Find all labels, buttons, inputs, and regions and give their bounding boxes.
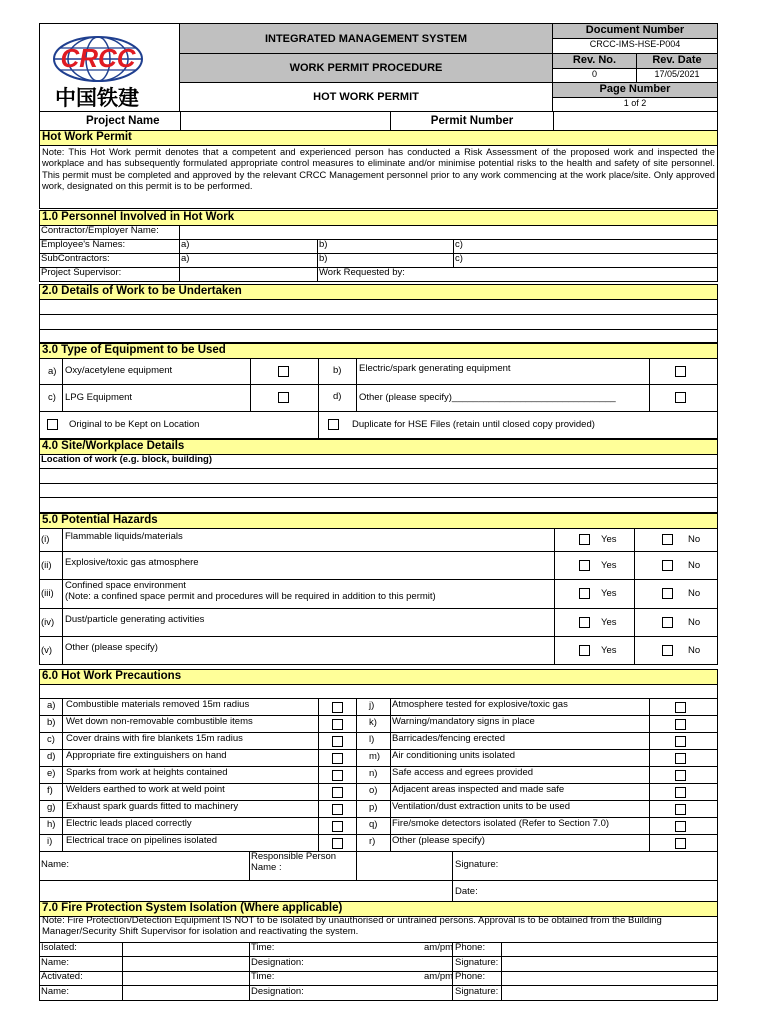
hazard-label: Other (please specify) — [65, 641, 158, 653]
supervisor-row — [39, 267, 718, 282]
isolation-field[interactable] — [122, 971, 249, 985]
hazard-no-checkbox[interactable] — [662, 534, 673, 545]
isolation-field[interactable] — [122, 986, 249, 1000]
title-ims: INTEGRATED MANAGEMENT SYSTEM — [179, 23, 553, 54]
precautions-spacer — [39, 684, 718, 699]
hazard-row: (i) Flammable liquids/materials Yes No — [39, 528, 718, 552]
section-1-title: 1.0 Personnel Involved in Hot Work — [39, 210, 718, 226]
precaution-checkbox[interactable] — [332, 838, 343, 849]
hazard-no-checkbox[interactable] — [662, 645, 673, 656]
no-label: No — [688, 559, 701, 571]
copy-row — [39, 411, 718, 439]
precaution-row: c) Cover drains with fire blankets 15m radius l) Barricades/fencing erected — [39, 732, 718, 750]
subcontractors-row — [39, 253, 718, 268]
precaution-row: g) Exhaust spark guards fitted to machinery p) Ventilation/dust extraction units to be used — [39, 800, 718, 818]
name-label: Name: — [41, 859, 69, 870]
employee-a-field[interactable]: a) — [179, 239, 317, 253]
precaution-row: a) Combustible materials removed 15m radius j) Atmosphere tested for explosive/toxic gas — [39, 698, 718, 716]
signature-label: Signature: — [455, 859, 499, 870]
precaution-checkbox[interactable] — [332, 736, 343, 747]
hazard-no-checkbox[interactable] — [662, 560, 673, 571]
work-requested-field[interactable]: Work Requested by: — [317, 267, 717, 281]
precaution-label: Electric leads placed correctly — [66, 818, 192, 829]
supervisor-label: Project Supervisor: — [41, 267, 122, 278]
employee-b-field[interactable]: b) — [317, 239, 453, 253]
isolation-row: Name: Designation: Signature: — [39, 957, 718, 972]
precaution-checkbox[interactable] — [675, 804, 686, 815]
employee-c-field[interactable]: c) — [453, 239, 717, 253]
precaution-checkbox[interactable] — [332, 719, 343, 730]
title-procedure: WORK PERMIT PROCEDURE — [179, 53, 553, 83]
hazard-note: (Note: a confined space permit and procedures will be required in addition to this permit) — [65, 591, 436, 602]
equipment-oxy-label: Oxy/acetylene equipment — [65, 365, 173, 376]
no-label: No — [688, 644, 701, 656]
precaution-checkbox[interactable] — [675, 753, 686, 764]
supervisor-field[interactable] — [179, 267, 317, 281]
date-label: Date: — [455, 886, 478, 897]
equipment-oxy-checkbox[interactable] — [278, 366, 289, 377]
precaution-label: Ventilation/dust extraction units to be used — [392, 801, 570, 812]
precaution-label: Atmosphere tested for explosive/toxic gas — [392, 699, 568, 710]
hazard-no-checkbox[interactable] — [662, 617, 673, 628]
precaution-label: Fire/smoke detectors isolated (Refer to Section 7.0) — [392, 818, 610, 829]
section-3-title: 3.0 Type of Equipment to be Used — [39, 343, 718, 359]
hazard-label: Explosive/toxic gas atmosphere — [65, 556, 199, 568]
title-hot-work: HOT WORK PERMIT — [179, 82, 553, 112]
hazard-row: (v) Other (please specify) Yes No — [39, 636, 718, 665]
precaution-checkbox[interactable] — [332, 821, 343, 832]
hazard-yes-checkbox[interactable] — [579, 617, 590, 628]
precaution-checkbox[interactable] — [332, 787, 343, 798]
duplicate-copy-label: Duplicate for HSE Files (retain until closed copy provided) — [352, 419, 595, 430]
precaution-label: Electrical trace on pipelines isolated — [66, 835, 218, 846]
rev-no-label: Rev. No. — [552, 53, 637, 69]
no-label: No — [688, 588, 701, 599]
precaution-checkbox[interactable] — [675, 719, 686, 730]
contractor-label: Contractor/Employer Name: — [41, 225, 159, 236]
hazard-label: Dust/particle generating activities — [65, 613, 205, 625]
original-copy-label: Original to be Kept on Location — [69, 419, 200, 430]
no-label: No — [688, 534, 701, 545]
precaution-checkbox[interactable] — [332, 804, 343, 815]
yes-label: Yes — [601, 644, 617, 656]
precaution-checkbox[interactable] — [332, 702, 343, 713]
rev-no: 0 — [552, 68, 637, 83]
hazard-label: Confined space environment — [65, 580, 186, 591]
precaution-row: b) Wet down non-removable combustible items k) Warning/mandatory signs in place — [39, 715, 718, 733]
hazard-row: (iv) Dust/particle generating activities Yes No — [39, 608, 718, 637]
work-details-line[interactable] — [39, 299, 718, 315]
precaution-label: Cover drains with fire blankets 15m radius — [66, 733, 243, 744]
crcc-logo — [40, 24, 179, 111]
section-2-title: 2.0 Details of Work to be Undertaken — [39, 284, 718, 300]
rev-date: 17/05/2021 — [636, 68, 718, 83]
original-copy-checkbox[interactable] — [47, 419, 58, 430]
yes-label: Yes — [601, 559, 617, 571]
work-details-line[interactable] — [39, 314, 718, 330]
employees-row — [39, 239, 718, 254]
location-row[interactable] — [39, 454, 718, 469]
precaution-label: Welders earthed to work at weld point — [66, 784, 225, 795]
hot-work-permit-title: Hot Work Permit — [39, 130, 718, 146]
precaution-checkbox[interactable] — [675, 821, 686, 832]
location-line[interactable] — [39, 483, 718, 498]
precaution-label: Air conditioning units isolated — [392, 750, 516, 761]
intro-note: Note: This Hot Work permit denotes that a competent and experienced person has conducted a Risk Assessment of the proposed work and inspected the workplace and has subsequently formulated appropriate control measures to eliminate and/or minimise potential risks to the health and safety of site personnel. This permit must be completed and approved by the relevant CRCC Management personnel prior to any work commencing at the work place/site. Only approved work, designated on this permit is to be performed. — [39, 145, 718, 209]
precaution-label: Combustible materials removed 15m radius — [66, 699, 250, 710]
duplicate-copy-checkbox[interactable] — [328, 419, 339, 430]
isolation-row: Isolated: Time: am/pm Phone: — [39, 942, 718, 957]
isolation-row: Name: Designation: Signature: — [39, 986, 718, 1001]
precaution-checkbox[interactable] — [332, 770, 343, 781]
responsible-field[interactable] — [356, 851, 452, 880]
precaution-checkbox[interactable] — [675, 838, 686, 849]
precaution-label: Appropriate fire extinguishers on hand — [66, 750, 227, 761]
doc-number: CRCC-IMS-HSE-P004 — [552, 38, 718, 54]
equipment-other-checkbox[interactable] — [675, 392, 686, 403]
subcontractor-c-field[interactable]: c) — [453, 253, 717, 267]
isolation-field[interactable] — [122, 957, 249, 971]
responsible-label: Responsible Person Name : — [251, 851, 337, 873]
isolation-value-field[interactable] — [501, 986, 717, 1000]
rev-date-label: Rev. Date — [636, 53, 718, 69]
svg-text:CRCC: CRCC — [60, 43, 136, 73]
fire-protection-note: Note: Fire Protection/Detection Equipment IS NOT to be isolated by unauthorised or untrained persons. Approval is to be obtained from the Building Manager/Security Shift Supervisor for isolation and reactivating the system. — [39, 916, 718, 943]
svg-text:中国铁建: 中国铁建 — [55, 86, 139, 110]
doc-number-label: Document Number — [552, 23, 718, 39]
hazard-yes-checkbox[interactable] — [579, 534, 590, 545]
yes-label: Yes — [601, 616, 617, 628]
isolation-value-field[interactable] — [501, 942, 717, 956]
logo-box — [39, 23, 180, 112]
equipment-other-label: Other (please specify)_______________________________ — [359, 392, 616, 403]
precaution-row: i) Electrical trace on pipelines isolated r) Other (please specify) — [39, 834, 718, 852]
section-4-title: 4.0 Site/Workplace Details — [39, 439, 718, 455]
section-5-title: 5.0 Potential Hazards — [39, 513, 718, 529]
project-row — [39, 111, 718, 131]
name-field[interactable] — [86, 851, 249, 880]
equipment-electric-checkbox[interactable] — [675, 366, 686, 377]
contractor-field[interactable] — [179, 225, 717, 239]
project-name-label: Project Name — [86, 115, 160, 127]
equipment-row: a) Oxy/acetylene equipment b) Electric/spark generating equipment — [39, 358, 718, 385]
precaution-label: Wet down non-removable combustible items — [66, 716, 253, 727]
subcontractor-a-field[interactable]: a) — [179, 253, 317, 267]
project-name-field[interactable] — [180, 112, 390, 130]
hazard-yes-checkbox[interactable] — [579, 560, 590, 571]
precaution-checkbox[interactable] — [675, 736, 686, 747]
precaution-checkbox[interactable] — [675, 770, 686, 781]
hazard-label: Flammable liquids/materials — [65, 531, 183, 542]
permit-number-label: Permit Number — [390, 112, 554, 130]
equipment-lpg-label: LPG Equipment — [65, 392, 133, 403]
location-line[interactable] — [39, 468, 718, 484]
permit-number-field[interactable] — [554, 112, 717, 130]
precaution-label: Adjacent areas inspected and made safe — [392, 784, 565, 795]
subcontractor-b-field[interactable]: b) — [317, 253, 453, 267]
location-label: Location of work (e.g. block, building) — [41, 454, 212, 465]
yes-label: Yes — [601, 534, 617, 545]
precaution-row: h) Electric leads placed correctly q) Fire/smoke detectors isolated (Refer to Section 7.0) — [39, 817, 718, 835]
precaution-label: Safe access and egrees provided — [392, 767, 534, 778]
location-line[interactable] — [39, 497, 718, 513]
work-details-line[interactable] — [39, 329, 718, 343]
hazard-yes-checkbox[interactable] — [579, 588, 590, 599]
page-number: 1 of 2 — [552, 97, 718, 112]
hazard-no-checkbox[interactable] — [662, 588, 673, 599]
equipment-electric-label: Electric/spark generating equipment — [359, 363, 511, 374]
isolation-field[interactable] — [122, 942, 249, 956]
yes-label: Yes — [601, 588, 617, 599]
precaution-checkbox[interactable] — [675, 787, 686, 798]
responsible-row — [39, 851, 718, 881]
hazard-yes-checkbox[interactable] — [579, 645, 590, 656]
precaution-label: Sparks from work at heights contained — [66, 767, 228, 778]
hazard-row: (iii) Confined space environment (Note: a confined space permit and procedures will be required in addition to this permit) Yes No — [39, 579, 718, 609]
no-label: No — [688, 616, 701, 628]
precaution-label: Other (please specify) — [392, 835, 485, 846]
precaution-row: d) Appropriate fire extinguishers on hand m) Air conditioning units isolated — [39, 749, 718, 767]
page-number-label: Page Number — [552, 82, 718, 98]
section-6-title: 6.0 Hot Work Precautions — [39, 669, 718, 685]
isolation-row: Activated: Time: am/pm Phone: — [39, 971, 718, 986]
equipment-row: c) LPG Equipment d) Other (please specify)_______________________________ — [39, 384, 718, 412]
isolation-value-field[interactable] — [501, 971, 717, 985]
precaution-checkbox[interactable] — [675, 702, 686, 713]
contractor-row — [39, 225, 718, 240]
precaution-checkbox[interactable] — [332, 753, 343, 764]
precaution-row: e) Sparks from work at heights contained n) Safe access and egrees provided — [39, 766, 718, 784]
precaution-label: Exhaust spark guards fitted to machinery — [66, 801, 239, 812]
precaution-label: Warning/mandatory signs in place — [392, 716, 535, 727]
precaution-label: Barricades/fencing erected — [392, 733, 506, 744]
isolation-value-field[interactable] — [501, 957, 717, 971]
precaution-row: f) Welders earthed to work at weld point o) Adjacent areas inspected and made safe — [39, 783, 718, 801]
employees-label: Employee's Names: — [41, 239, 126, 250]
hazard-row: (ii) Explosive/toxic gas atmosphere Yes No — [39, 551, 718, 580]
section-7-title: 7.0 Fire Protection System Isolation (Where applicable) — [39, 901, 718, 917]
subcontractors-label: SubContractors: — [41, 253, 110, 264]
equipment-lpg-checkbox[interactable] — [278, 392, 289, 403]
